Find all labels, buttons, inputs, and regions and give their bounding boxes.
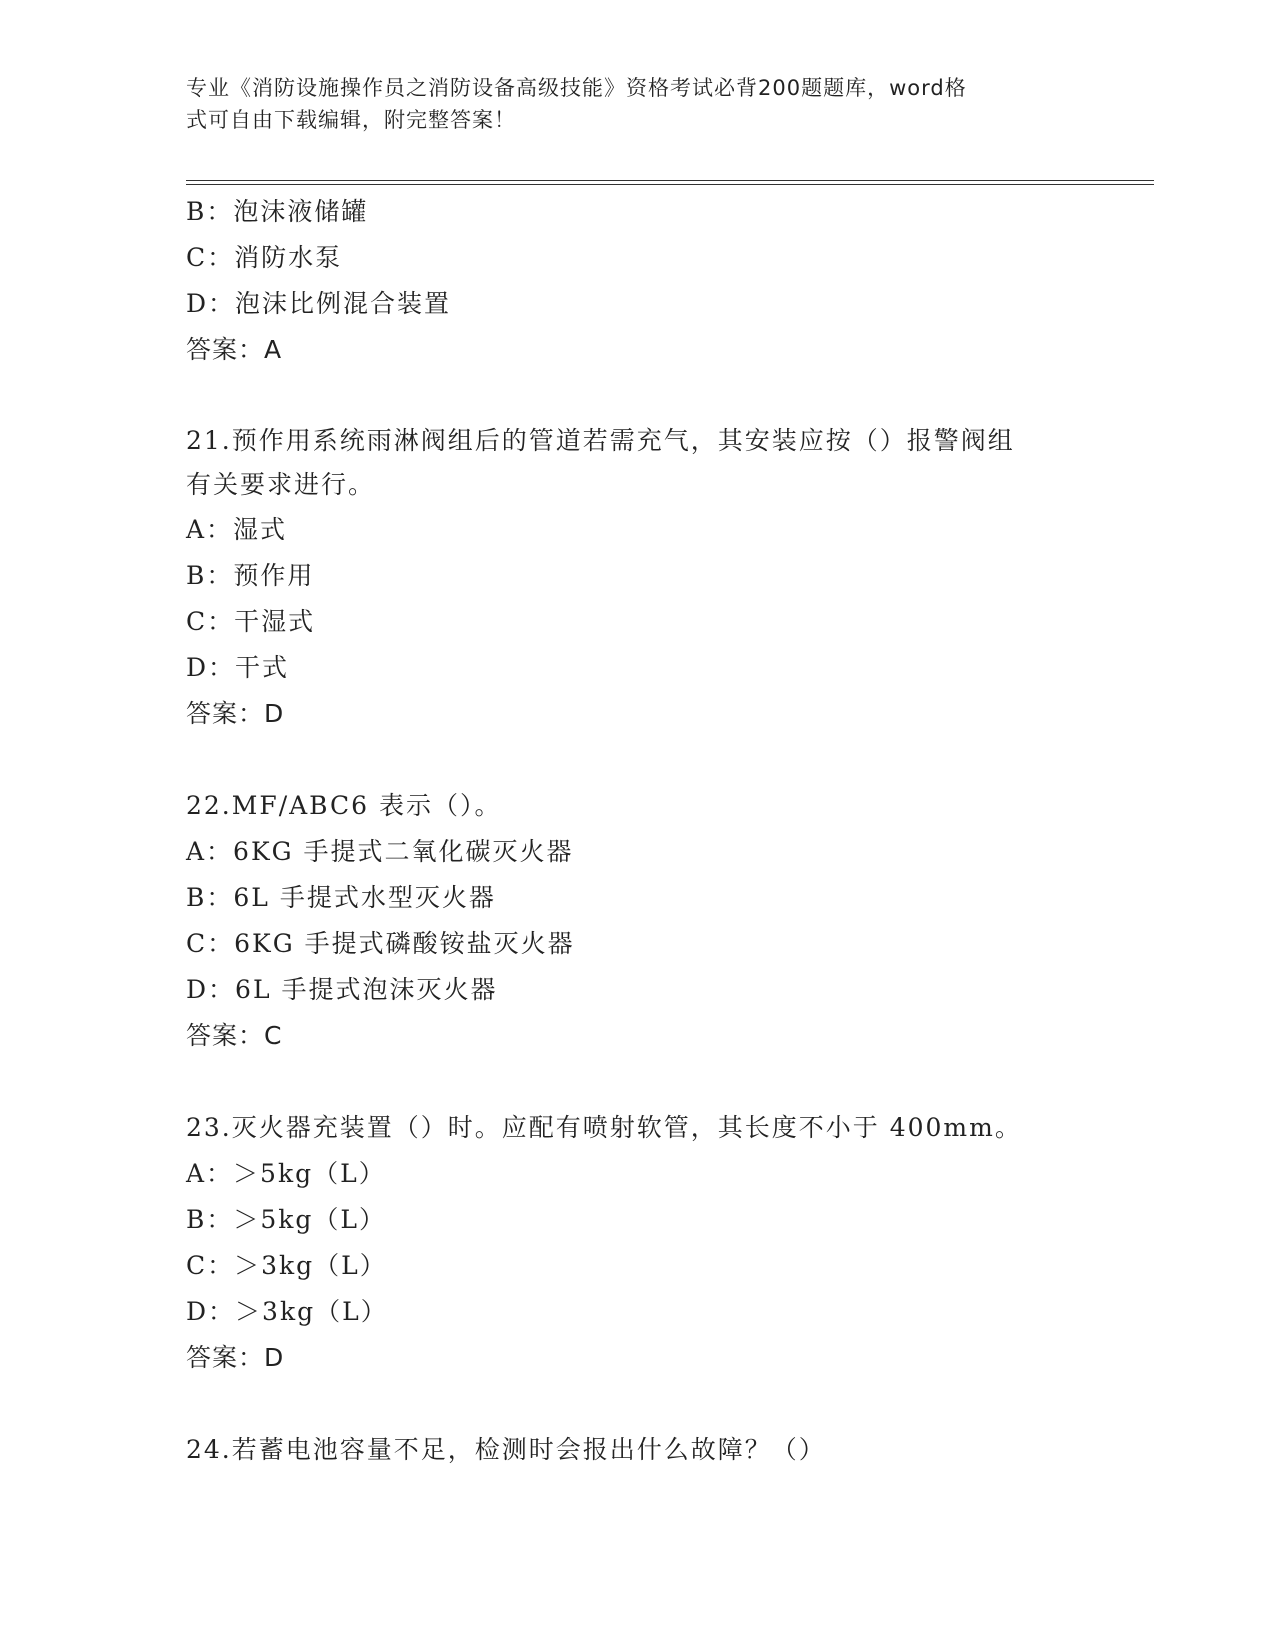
answer-line: 答案：D <box>186 1343 285 1372</box>
option-d: D：6L 手提式泡沫灭火器 <box>186 975 498 1004</box>
option-a: A：6KG 手提式二氧化碳灭火器 <box>186 837 574 866</box>
question-24 <box>186 1427 1086 1473</box>
header-divider-bottom <box>186 184 1154 185</box>
header-line-2: 式可自由下载编辑，附完整答案！ <box>186 108 516 132</box>
document-header <box>186 72 1066 136</box>
question-stem-line-1: 21.预作用系统雨淋阀组后的管道若需充气，其安装应按（）报警阀组 <box>186 426 1015 455</box>
question-stem-line-2: 有关要求进行。 <box>186 470 376 499</box>
spacer <box>186 737 1086 783</box>
spacer <box>186 1381 1086 1427</box>
answer-line: 答案：D <box>186 699 285 728</box>
question-list <box>186 189 1086 1473</box>
option-d: D：＞3kg（L） <box>186 1297 388 1326</box>
answer-line: 答案：A <box>186 335 283 364</box>
question-23 <box>186 1105 1086 1381</box>
option-c: C：消防水泵 <box>186 243 343 272</box>
question-21 <box>186 419 1086 737</box>
question-stem: 24.若蓄电池容量不足，检测时会报出什么故障？（） <box>186 1435 826 1464</box>
option-a: A：湿式 <box>186 515 288 544</box>
option-a: A：＞5kg（L） <box>186 1159 386 1188</box>
option-b: B：6L 手提式水型灭火器 <box>186 883 496 912</box>
question-20-tail <box>186 189 1086 373</box>
option-b: B：预作用 <box>186 561 315 590</box>
question-stem: 23.灭火器充装置（）时。应配有喷射软管，其长度不小于 400mm。 <box>186 1113 1022 1142</box>
option-b: B：泡沫液储罐 <box>186 197 369 226</box>
option-c: C：＞3kg（L） <box>186 1251 387 1280</box>
spacer <box>186 1059 1086 1105</box>
question-22 <box>186 783 1086 1059</box>
option-c: C：6KG 手提式磷酸铵盐灭火器 <box>186 929 575 958</box>
question-stem: 22.MF/ABC6 表示（）。 <box>186 791 502 820</box>
header-divider-top <box>186 180 1154 181</box>
option-d: D：泡沫比例混合装置 <box>186 289 452 318</box>
option-c: C：干湿式 <box>186 607 316 636</box>
answer-line: 答案：C <box>186 1021 283 1050</box>
header-line-1: 专业《消防设施操作员之消防设备高级技能》资格考试必背200题题库，word格 <box>186 76 967 100</box>
option-d: D：干式 <box>186 653 290 682</box>
option-b: B：＞5kg（L） <box>186 1205 387 1234</box>
spacer <box>186 373 1086 419</box>
